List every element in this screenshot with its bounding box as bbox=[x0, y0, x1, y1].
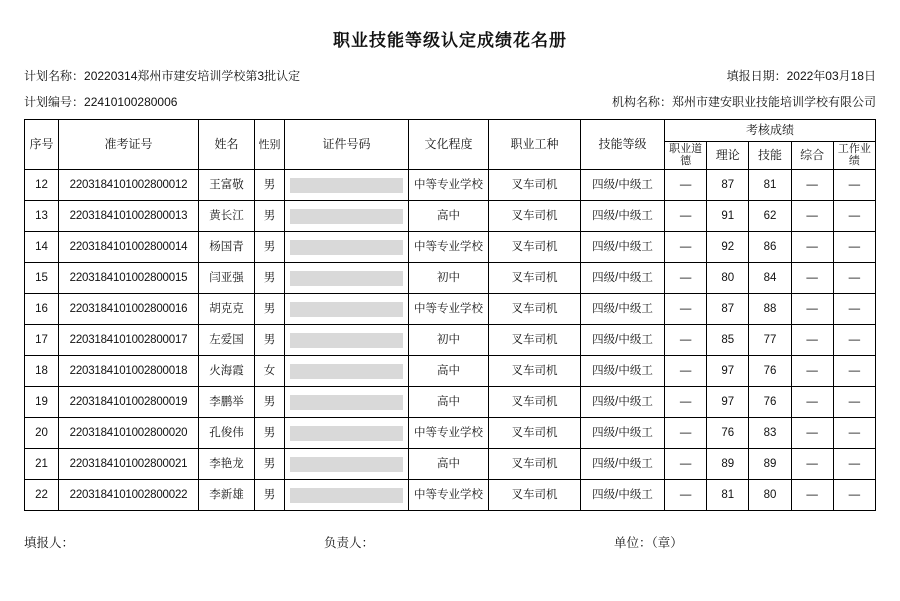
cell-score-comprehensive: — bbox=[791, 294, 833, 325]
header-score-performance-text: 工作业绩 bbox=[837, 143, 871, 167]
cell-ticket: 2203184101002800018 bbox=[59, 356, 199, 387]
cell-gender: 男 bbox=[255, 201, 285, 232]
cell-score-theory: 97 bbox=[707, 356, 749, 387]
cell-skill-level: 四级/中级工 bbox=[581, 263, 665, 294]
redaction-bar bbox=[290, 457, 404, 472]
cell-score-skill: 83 bbox=[749, 418, 791, 449]
plan-name bbox=[24, 67, 300, 84]
plan-number bbox=[24, 93, 177, 110]
cell-gender: 男 bbox=[255, 325, 285, 356]
header-score-theory: 理论 bbox=[707, 142, 749, 170]
plan-number-label: 计划编号： bbox=[24, 95, 85, 109]
cell-score-skill: 76 bbox=[749, 387, 791, 418]
table-row bbox=[25, 294, 876, 325]
cell-gender: 男 bbox=[255, 418, 285, 449]
table-row bbox=[25, 201, 876, 232]
roster-table bbox=[24, 119, 876, 511]
cell-score-performance: — bbox=[833, 201, 875, 232]
cell-score-theory: 80 bbox=[707, 263, 749, 294]
cell-occupation: 叉车司机 bbox=[489, 294, 581, 325]
cell-education: 高中 bbox=[409, 387, 489, 418]
cell-skill-level: 四级/中级工 bbox=[581, 232, 665, 263]
cell-score-theory: 76 bbox=[707, 418, 749, 449]
redaction-bar bbox=[290, 178, 404, 193]
cell-score-performance: — bbox=[833, 449, 875, 480]
table-body bbox=[25, 170, 876, 511]
cell-education: 初中 bbox=[409, 325, 489, 356]
plan-number-value: 22410100280006 bbox=[84, 95, 178, 109]
cell-score-theory: 89 bbox=[707, 449, 749, 480]
cell-name: 李新雄 bbox=[199, 480, 255, 511]
cell-education: 中等专业学校 bbox=[409, 418, 489, 449]
cell-ticket: 2203184101002800017 bbox=[59, 325, 199, 356]
cell-score-ethics: — bbox=[665, 356, 707, 387]
cell-gender: 男 bbox=[255, 232, 285, 263]
cell-score-theory: 92 bbox=[707, 232, 749, 263]
cell-score-theory: 81 bbox=[707, 480, 749, 511]
cell-score-performance: — bbox=[833, 480, 875, 511]
cell-gender: 女 bbox=[255, 356, 285, 387]
cell-score-ethics: — bbox=[665, 294, 707, 325]
cell-score-performance: — bbox=[833, 356, 875, 387]
meta-row-plan bbox=[0, 67, 900, 84]
cell-score-ethics: — bbox=[665, 201, 707, 232]
cell-ticket: 2203184101002800020 bbox=[59, 418, 199, 449]
header-education: 文化程度 bbox=[409, 120, 489, 170]
header-gender bbox=[255, 120, 285, 170]
cell-id-number-redacted bbox=[285, 232, 409, 263]
table-row bbox=[25, 232, 876, 263]
footer bbox=[0, 533, 900, 551]
cell-id-number-redacted bbox=[285, 418, 409, 449]
cell-score-performance: — bbox=[833, 294, 875, 325]
cell-education: 初中 bbox=[409, 263, 489, 294]
cell-skill-level: 四级/中级工 bbox=[581, 480, 665, 511]
cell-id-number-redacted bbox=[285, 325, 409, 356]
cell-id-number-redacted bbox=[285, 170, 409, 201]
cell-name: 黄长江 bbox=[199, 201, 255, 232]
page-title: 职业技能等级认定成绩花名册 bbox=[333, 31, 567, 50]
cell-skill-level: 四级/中级工 bbox=[581, 387, 665, 418]
cell-score-comprehensive: — bbox=[791, 418, 833, 449]
cell-score-performance: — bbox=[833, 325, 875, 356]
table-row bbox=[25, 263, 876, 294]
cell-score-performance: — bbox=[833, 232, 875, 263]
cell-score-skill: 77 bbox=[749, 325, 791, 356]
footer-principal: 负责人： bbox=[324, 536, 375, 551]
table-row bbox=[25, 170, 876, 201]
cell-score-ethics: — bbox=[665, 480, 707, 511]
cell-score-comprehensive: — bbox=[791, 201, 833, 232]
cell-gender: 男 bbox=[255, 387, 285, 418]
cell-score-ethics: — bbox=[665, 263, 707, 294]
cell-score-comprehensive: — bbox=[791, 356, 833, 387]
cell-occupation: 叉车司机 bbox=[489, 418, 581, 449]
cell-seq: 16 bbox=[25, 294, 59, 325]
cell-ticket: 2203184101002800014 bbox=[59, 232, 199, 263]
table-row bbox=[25, 356, 876, 387]
cell-id-number-redacted bbox=[285, 201, 409, 232]
cell-score-theory: 87 bbox=[707, 170, 749, 201]
cell-occupation: 叉车司机 bbox=[489, 201, 581, 232]
cell-score-skill: 62 bbox=[749, 201, 791, 232]
cell-occupation: 叉车司机 bbox=[489, 449, 581, 480]
header-id-number: 证件号码 bbox=[285, 120, 409, 170]
cell-score-performance: — bbox=[833, 387, 875, 418]
redaction-bar bbox=[290, 426, 404, 441]
fill-date-label: 填报日期： bbox=[726, 69, 787, 83]
cell-skill-level: 四级/中级工 bbox=[581, 201, 665, 232]
cell-skill-level: 四级/中级工 bbox=[581, 356, 665, 387]
cell-score-ethics: — bbox=[665, 418, 707, 449]
cell-score-ethics: — bbox=[665, 325, 707, 356]
plan-name-value: 20220314郑州市建安培训学校第3批认定 bbox=[84, 69, 301, 83]
header-name: 姓名 bbox=[199, 120, 255, 170]
cell-education: 高中 bbox=[409, 201, 489, 232]
cell-seq: 21 bbox=[25, 449, 59, 480]
cell-id-number-redacted bbox=[285, 387, 409, 418]
cell-score-comprehensive: — bbox=[791, 232, 833, 263]
redaction-bar bbox=[290, 209, 404, 224]
cell-score-theory: 87 bbox=[707, 294, 749, 325]
cell-score-skill: 84 bbox=[749, 263, 791, 294]
cell-education: 中等专业学校 bbox=[409, 232, 489, 263]
cell-id-number-redacted bbox=[285, 294, 409, 325]
cell-score-comprehensive: — bbox=[791, 325, 833, 356]
header-score-skill: 技能 bbox=[749, 142, 791, 170]
cell-ticket: 2203184101002800021 bbox=[59, 449, 199, 480]
cell-score-comprehensive: — bbox=[791, 263, 833, 294]
cell-ticket: 2203184101002800016 bbox=[59, 294, 199, 325]
redaction-bar bbox=[290, 271, 404, 286]
header-occupation: 职业工种 bbox=[489, 120, 581, 170]
fill-date-value: 2022年03月18日 bbox=[786, 69, 876, 83]
plan-name-label: 计划名称： bbox=[24, 69, 85, 83]
cell-id-number-redacted bbox=[285, 356, 409, 387]
cell-score-performance: — bbox=[833, 418, 875, 449]
cell-score-skill: 76 bbox=[749, 356, 791, 387]
footer-reporter: 填报人： bbox=[24, 536, 75, 551]
cell-score-skill: 89 bbox=[749, 449, 791, 480]
redaction-bar bbox=[290, 333, 404, 348]
header-gender-text: 性别 bbox=[258, 138, 281, 151]
cell-score-performance: — bbox=[833, 170, 875, 201]
cell-skill-level: 四级/中级工 bbox=[581, 294, 665, 325]
cell-gender: 男 bbox=[255, 263, 285, 294]
table-row bbox=[25, 480, 876, 511]
cell-seq: 12 bbox=[25, 170, 59, 201]
cell-name: 王富敬 bbox=[199, 170, 255, 201]
cell-ticket: 2203184101002800019 bbox=[59, 387, 199, 418]
cell-score-comprehensive: — bbox=[791, 449, 833, 480]
cell-seq: 15 bbox=[25, 263, 59, 294]
fill-date bbox=[727, 67, 876, 84]
cell-seq: 13 bbox=[25, 201, 59, 232]
cell-occupation: 叉车司机 bbox=[489, 232, 581, 263]
cell-skill-level: 四级/中级工 bbox=[581, 418, 665, 449]
header-score-ethics bbox=[665, 142, 707, 170]
table-row bbox=[25, 449, 876, 480]
cell-ticket: 2203184101002800013 bbox=[59, 201, 199, 232]
cell-score-skill: 86 bbox=[749, 232, 791, 263]
cell-skill-level: 四级/中级工 bbox=[581, 325, 665, 356]
cell-education: 中等专业学校 bbox=[409, 170, 489, 201]
cell-seq: 19 bbox=[25, 387, 59, 418]
cell-score-ethics: — bbox=[665, 170, 707, 201]
cell-score-performance: — bbox=[833, 263, 875, 294]
cell-name: 李鹏举 bbox=[199, 387, 255, 418]
cell-ticket: 2203184101002800015 bbox=[59, 263, 199, 294]
cell-ticket: 2203184101002800012 bbox=[59, 170, 199, 201]
cell-score-theory: 91 bbox=[707, 201, 749, 232]
organization-value: 郑州市建安职业技能培训学校有限公司 bbox=[671, 95, 876, 109]
cell-name: 李艳龙 bbox=[199, 449, 255, 480]
cell-occupation: 叉车司机 bbox=[489, 387, 581, 418]
header-row-1 bbox=[25, 120, 876, 142]
footer-unit: 单位：（章） bbox=[614, 536, 683, 551]
cell-score-comprehensive: — bbox=[791, 387, 833, 418]
header-scores-group: 考核成绩 bbox=[665, 120, 876, 142]
cell-score-ethics: — bbox=[665, 232, 707, 263]
redaction-bar bbox=[290, 395, 404, 410]
cell-seq: 20 bbox=[25, 418, 59, 449]
cell-score-ethics: — bbox=[665, 387, 707, 418]
cell-name: 杨国青 bbox=[199, 232, 255, 263]
cell-name: 左爱国 bbox=[199, 325, 255, 356]
cell-seq: 18 bbox=[25, 356, 59, 387]
header-ticket: 准考证号 bbox=[59, 120, 199, 170]
cell-score-ethics: — bbox=[665, 449, 707, 480]
cell-id-number-redacted bbox=[285, 480, 409, 511]
cell-seq: 22 bbox=[25, 480, 59, 511]
cell-education: 高中 bbox=[409, 356, 489, 387]
cell-occupation: 叉车司机 bbox=[489, 263, 581, 294]
cell-score-comprehensive: — bbox=[791, 480, 833, 511]
cell-occupation: 叉车司机 bbox=[489, 170, 581, 201]
table-row bbox=[25, 325, 876, 356]
cell-name: 孔俊伟 bbox=[199, 418, 255, 449]
cell-education: 中等专业学校 bbox=[409, 480, 489, 511]
cell-seq: 17 bbox=[25, 325, 59, 356]
cell-occupation: 叉车司机 bbox=[489, 480, 581, 511]
cell-gender: 男 bbox=[255, 480, 285, 511]
cell-skill-level: 四级/中级工 bbox=[581, 170, 665, 201]
cell-name: 胡克克 bbox=[199, 294, 255, 325]
cell-name: 闫亚强 bbox=[199, 263, 255, 294]
cell-gender: 男 bbox=[255, 170, 285, 201]
cell-name: 火海霞 bbox=[199, 356, 255, 387]
organization-label: 机构名称： bbox=[611, 95, 672, 109]
cell-occupation: 叉车司机 bbox=[489, 356, 581, 387]
cell-score-theory: 97 bbox=[707, 387, 749, 418]
cell-score-theory: 85 bbox=[707, 325, 749, 356]
table-row bbox=[25, 387, 876, 418]
cell-gender: 男 bbox=[255, 294, 285, 325]
header-skill-level: 技能等级 bbox=[581, 120, 665, 170]
meta-row-org bbox=[0, 93, 900, 110]
cell-education: 中等专业学校 bbox=[409, 294, 489, 325]
header-seq: 序号 bbox=[25, 120, 59, 170]
cell-seq: 14 bbox=[25, 232, 59, 263]
header-score-performance bbox=[833, 142, 875, 170]
cell-gender: 男 bbox=[255, 449, 285, 480]
cell-score-comprehensive: — bbox=[791, 170, 833, 201]
cell-score-skill: 81 bbox=[749, 170, 791, 201]
table-row bbox=[25, 418, 876, 449]
cell-ticket: 2203184101002800022 bbox=[59, 480, 199, 511]
redaction-bar bbox=[290, 488, 404, 503]
cell-id-number-redacted bbox=[285, 263, 409, 294]
cell-score-skill: 80 bbox=[749, 480, 791, 511]
redaction-bar bbox=[290, 364, 404, 379]
cell-id-number-redacted bbox=[285, 449, 409, 480]
cell-education: 高中 bbox=[409, 449, 489, 480]
header-score-ethics-text: 职业道德 bbox=[669, 143, 703, 167]
redaction-bar bbox=[290, 302, 404, 317]
redaction-bar bbox=[290, 240, 404, 255]
cell-score-skill: 88 bbox=[749, 294, 791, 325]
organization bbox=[612, 93, 876, 110]
header-score-comprehensive: 综合 bbox=[791, 142, 833, 170]
table-header bbox=[25, 120, 876, 170]
cell-occupation: 叉车司机 bbox=[489, 325, 581, 356]
cell-skill-level: 四级/中级工 bbox=[581, 449, 665, 480]
